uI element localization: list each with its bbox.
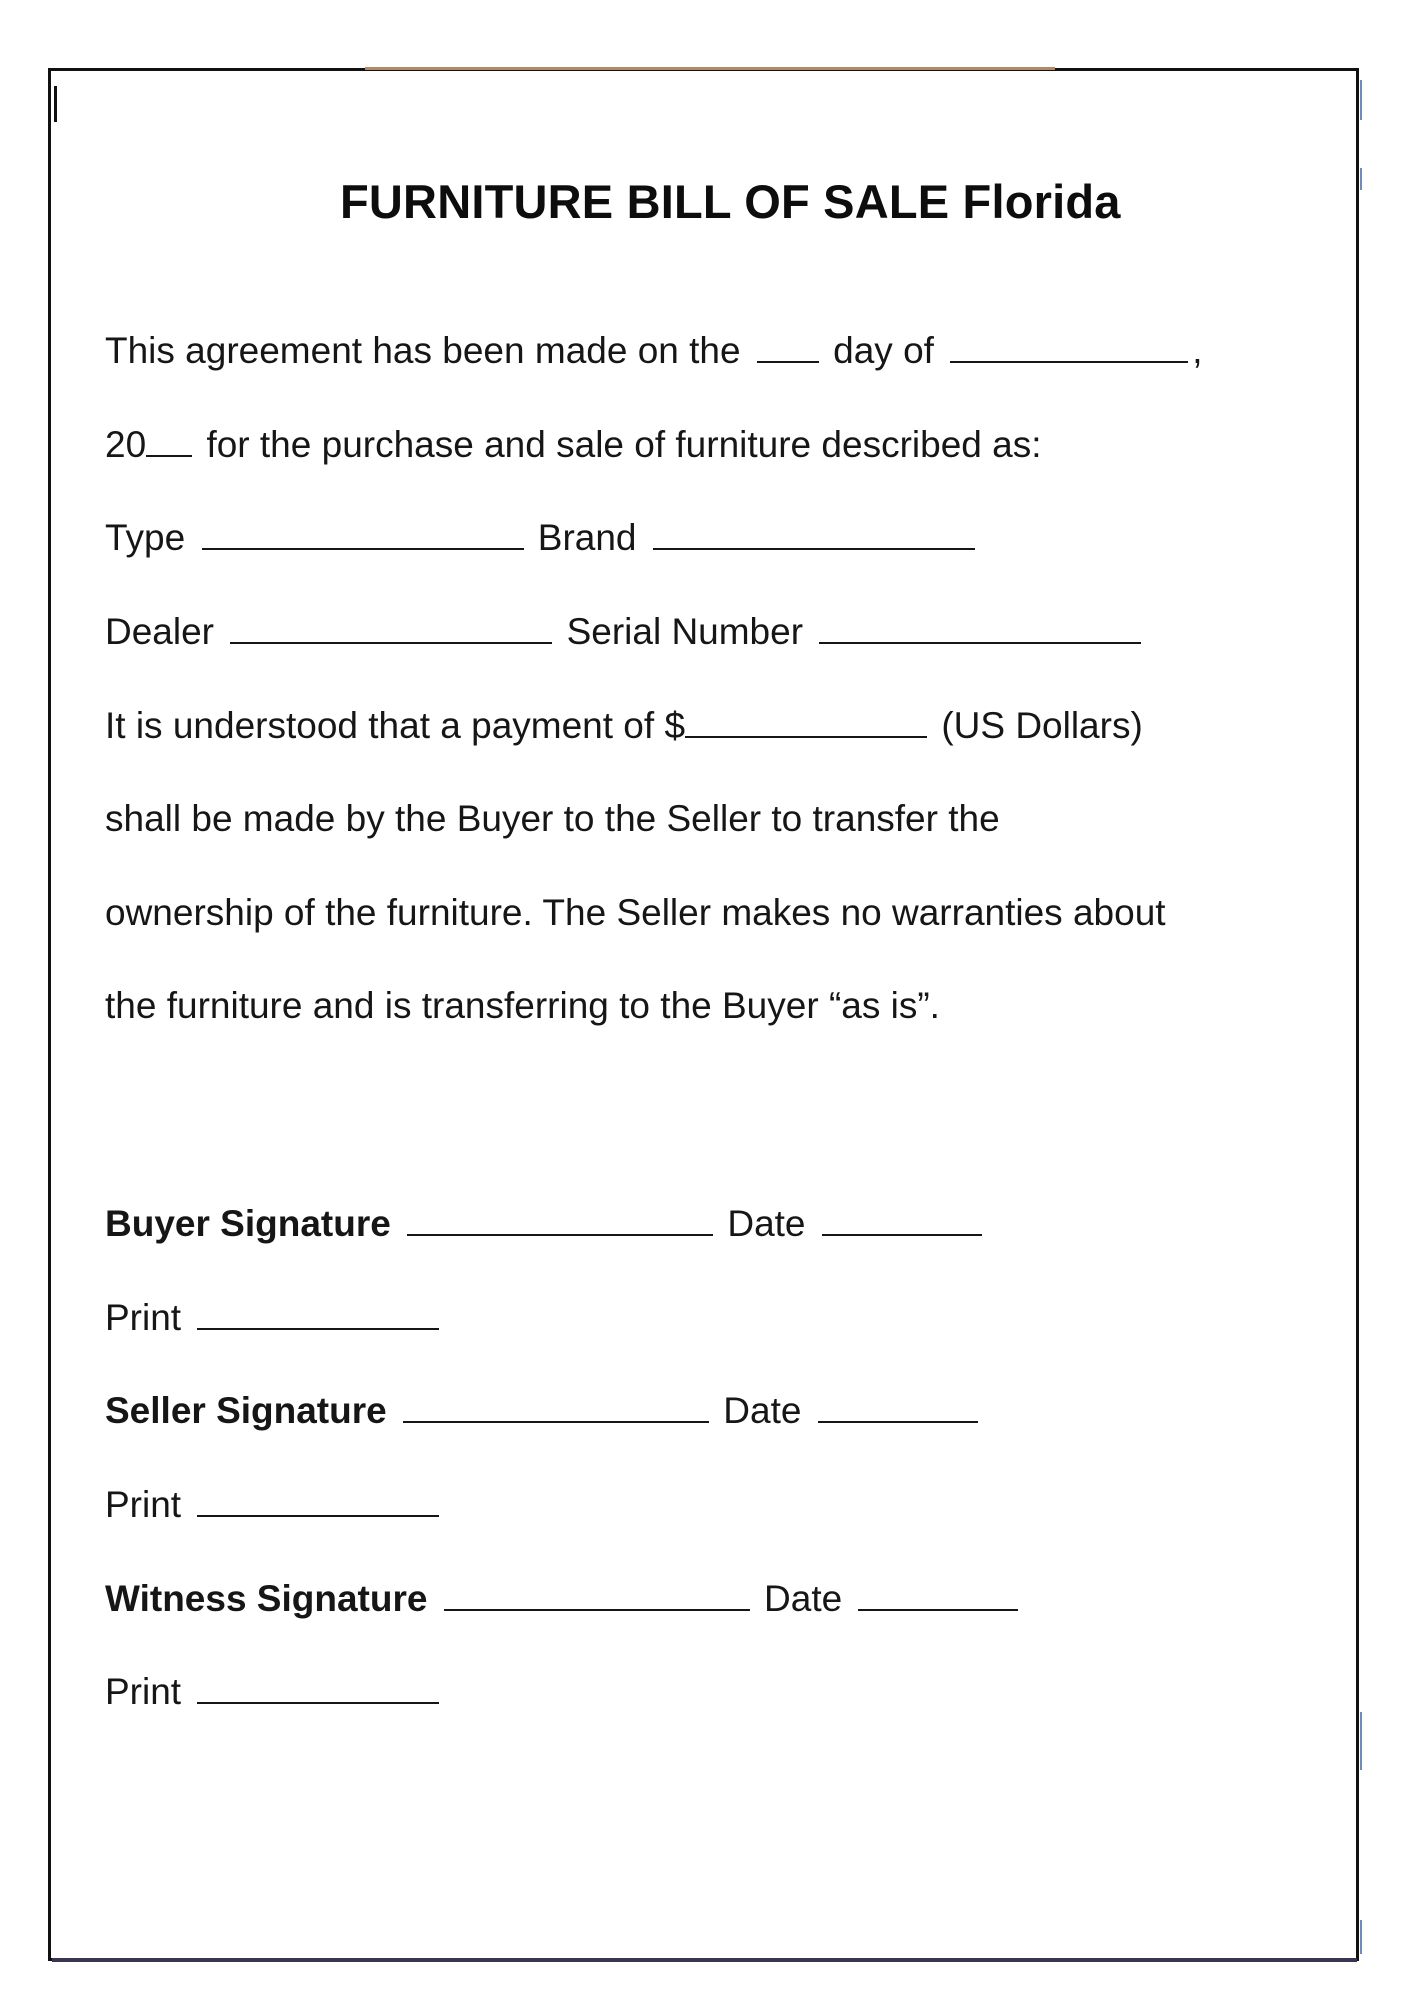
serial-number-label: Serial Number: [566, 611, 804, 652]
bottom-border-shadow: [52, 1958, 1357, 1962]
seller-signature-blank[interactable]: [403, 1393, 709, 1423]
type-brand-line: [105, 517, 979, 559]
buyer-date-label: Date: [727, 1203, 806, 1244]
brand-label: Brand: [537, 517, 637, 558]
witness-signature-blank[interactable]: [444, 1581, 750, 1611]
agreement-line-2: [105, 424, 1042, 466]
witness-date-label: Date: [764, 1578, 843, 1619]
seller-print-label: Print: [105, 1484, 182, 1525]
serial-number-blank[interactable]: [819, 614, 1141, 644]
seller-date-blank[interactable]: [818, 1393, 978, 1423]
witness-signature-label: Witness Signature: [105, 1578, 428, 1619]
agreement-month-label: day of: [833, 330, 934, 371]
payment-prefix: It is understood that a payment of $: [105, 705, 686, 746]
body-text-line: shall be made by the Buyer to the Seller to transfer the: [105, 798, 1000, 839]
body-text-line: the furniture and is transferring to the Buyer “as is”.: [105, 985, 940, 1026]
dealer-serial-line: [105, 611, 1145, 653]
corner-tick-mark: [54, 86, 57, 122]
witness-print-blank[interactable]: [197, 1674, 439, 1704]
buyer-print-blank[interactable]: [197, 1300, 439, 1330]
buyer-print-line: [105, 1297, 443, 1339]
day-blank[interactable]: [757, 333, 819, 363]
dealer-label: Dealer: [105, 611, 214, 652]
witness-date-blank[interactable]: [858, 1581, 1018, 1611]
body-text-line: ownership of the furniture. The Seller makes no warranties about: [105, 892, 1166, 933]
month-blank[interactable]: [950, 333, 1188, 363]
document-title: FURNITURE BILL OF SALE Florida: [340, 175, 1121, 228]
buyer-date-blank[interactable]: [822, 1206, 982, 1236]
type-blank[interactable]: [202, 520, 524, 550]
buyer-print-label: Print: [105, 1297, 182, 1338]
type-label: Type: [105, 517, 186, 558]
seller-signature-line: [105, 1390, 982, 1432]
year-blank[interactable]: [146, 427, 192, 457]
currency-note: (US Dollars): [941, 705, 1143, 746]
seller-print-line: [105, 1484, 443, 1526]
payment-line: [105, 705, 1143, 747]
brand-blank[interactable]: [653, 520, 975, 550]
comma: ,: [1192, 330, 1203, 371]
payment-amount-blank[interactable]: [685, 708, 927, 738]
witness-signature-line: [105, 1578, 1022, 1620]
buyer-signature-blank[interactable]: [407, 1206, 713, 1236]
top-accent-line: [365, 67, 1055, 70]
purchase-description-intro: for the purchase and sale of furniture described as:: [206, 424, 1042, 465]
edge-mark: [1360, 1920, 1362, 1954]
year-prefix: 20: [105, 424, 147, 465]
agreement-date-prefix: This agreement has been made on the: [105, 330, 741, 371]
seller-signature-label: Seller Signature: [105, 1390, 387, 1431]
edge-mark: [1360, 1712, 1362, 1770]
agreement-line-1: [105, 330, 1203, 372]
edge-mark: [1360, 80, 1362, 120]
seller-date-label: Date: [723, 1390, 802, 1431]
witness-print-label: Print: [105, 1671, 182, 1712]
dealer-blank[interactable]: [230, 614, 552, 644]
witness-print-line: [105, 1671, 443, 1713]
seller-print-blank[interactable]: [197, 1487, 439, 1517]
buyer-signature-line: [105, 1203, 986, 1245]
buyer-signature-label: Buyer Signature: [105, 1203, 391, 1244]
